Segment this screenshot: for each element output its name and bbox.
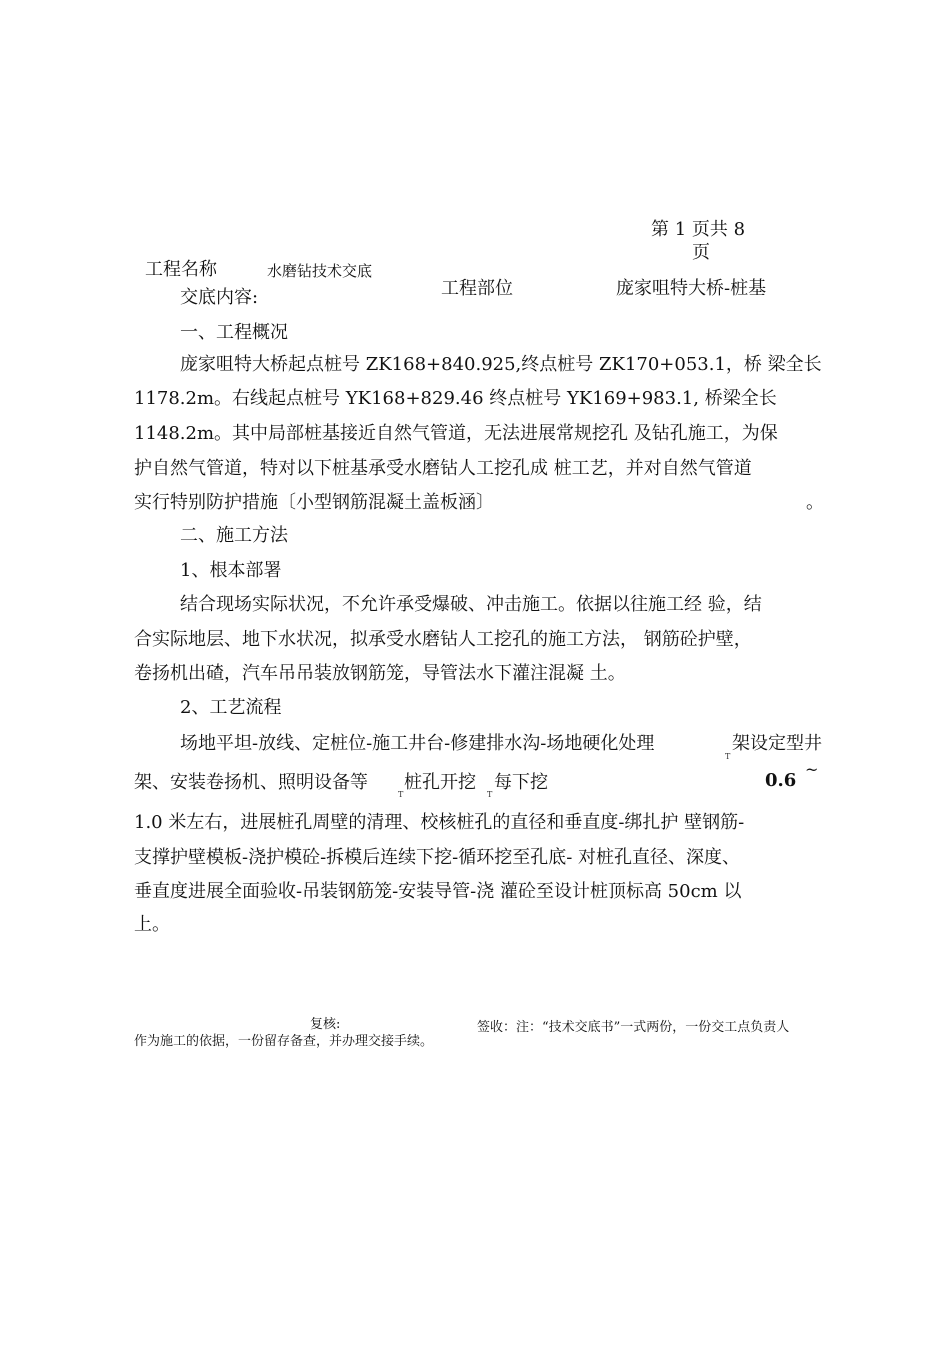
sign-line: 签收：注：“技术交底书”一式两份，一份交工点负责人 <box>477 1020 790 1035</box>
paragraph-line: 实行特别防护措施〔小型钢筋混凝土盖板涵〕 <box>134 492 494 513</box>
paragraph-fragment: 架设定型井 <box>732 733 822 754</box>
location-label: 工程部位 <box>441 278 513 299</box>
paragraph-line: 合实际地层、地下水状况，拟承受水磨钻人工挖孔的施工方法， 钢筋砼护壁， <box>134 629 752 650</box>
paragraph-fragment: 每下挖 <box>494 772 548 793</box>
arrow-mark: T <box>725 752 731 761</box>
paragraph-line: 卷扬机出碴，汽车吊吊装放钢筋笼，导管法水下灌注混凝 土。 <box>134 663 626 684</box>
paragraph-line: 上。 <box>134 914 170 935</box>
tilde-mark: ~ <box>805 760 819 779</box>
section-title-method: 二、施工方法 <box>180 525 288 546</box>
page-number-suffix: 页 <box>692 242 710 263</box>
paragraph-fragment: 桩孔开挖 <box>404 772 476 793</box>
paragraph-end-mark: 。 <box>806 492 824 513</box>
project-name-value: 水磨钻技术交底 <box>267 262 373 280</box>
paragraph-line: 1.0 米左右，进展桩孔周壁的清理、校核桩孔的直径和垂直度-绑扎护 壁钢筋- <box>134 812 745 833</box>
paragraph-line: 1148.2m。其中局部桩基接近自然气管道，无法进展常规挖孔 及钻孔施工，为保 <box>134 423 778 444</box>
paragraph-line: 结合现场实际状况，不允许承受爆破、冲击施工。依据以往施工经 验，结 <box>180 594 762 615</box>
paragraph-line: 庞家咀特大桥起点桩号 ZK168+840.925,终点桩号 ZK170+053.1，桥 梁全长 <box>180 354 822 375</box>
arrow-mark: T <box>487 790 493 799</box>
page-number: 第 1 页共 8 <box>651 219 746 240</box>
arrow-mark: T <box>398 790 404 799</box>
subsection-title-process: 2、工艺流程 <box>180 697 282 718</box>
paragraph-line: 1178.2m。右线起点桩号 YK168+829.46 终点桩号 YK169+983.1, 桥梁全长 <box>134 388 777 409</box>
subsection-title-deployment: 1、根本部署 <box>180 560 282 581</box>
section-title-overview: 一、工程概况 <box>180 322 288 343</box>
paragraph-line: 架、安装卷扬机、照明设备等 <box>134 772 368 793</box>
paragraph-fragment: 0.6 <box>765 770 797 791</box>
project-name-label: 工程名称 <box>145 259 217 280</box>
paragraph-line: 护自然气管道，特对以下桩基承受水磨钻人工挖孔成 桩工艺，并对自然气管道 <box>134 458 752 479</box>
content-label: 交底内容: <box>180 287 259 308</box>
location-value: 庞家咀特大桥-桩基 <box>616 278 767 299</box>
paragraph-line: 支撑护壁模板-浇护模砼-拆模后连续下挖-循环挖至孔底- 对桩孔直径、深度、 <box>134 847 741 868</box>
footer-note: 作为施工的依据，一份留存备查，并办理交接手续。 <box>134 1034 434 1049</box>
review-label: 复核: <box>310 1017 341 1032</box>
paragraph-line: 场地平坦-放线、定桩位-施工井台-修建排水沟-场地硬化处理 <box>180 733 655 754</box>
paragraph-line: 垂直度进展全面验收-吊装钢筋笼-安装导管-浇 灌砼至设计桩顶标高 50cm 以 <box>134 881 742 902</box>
